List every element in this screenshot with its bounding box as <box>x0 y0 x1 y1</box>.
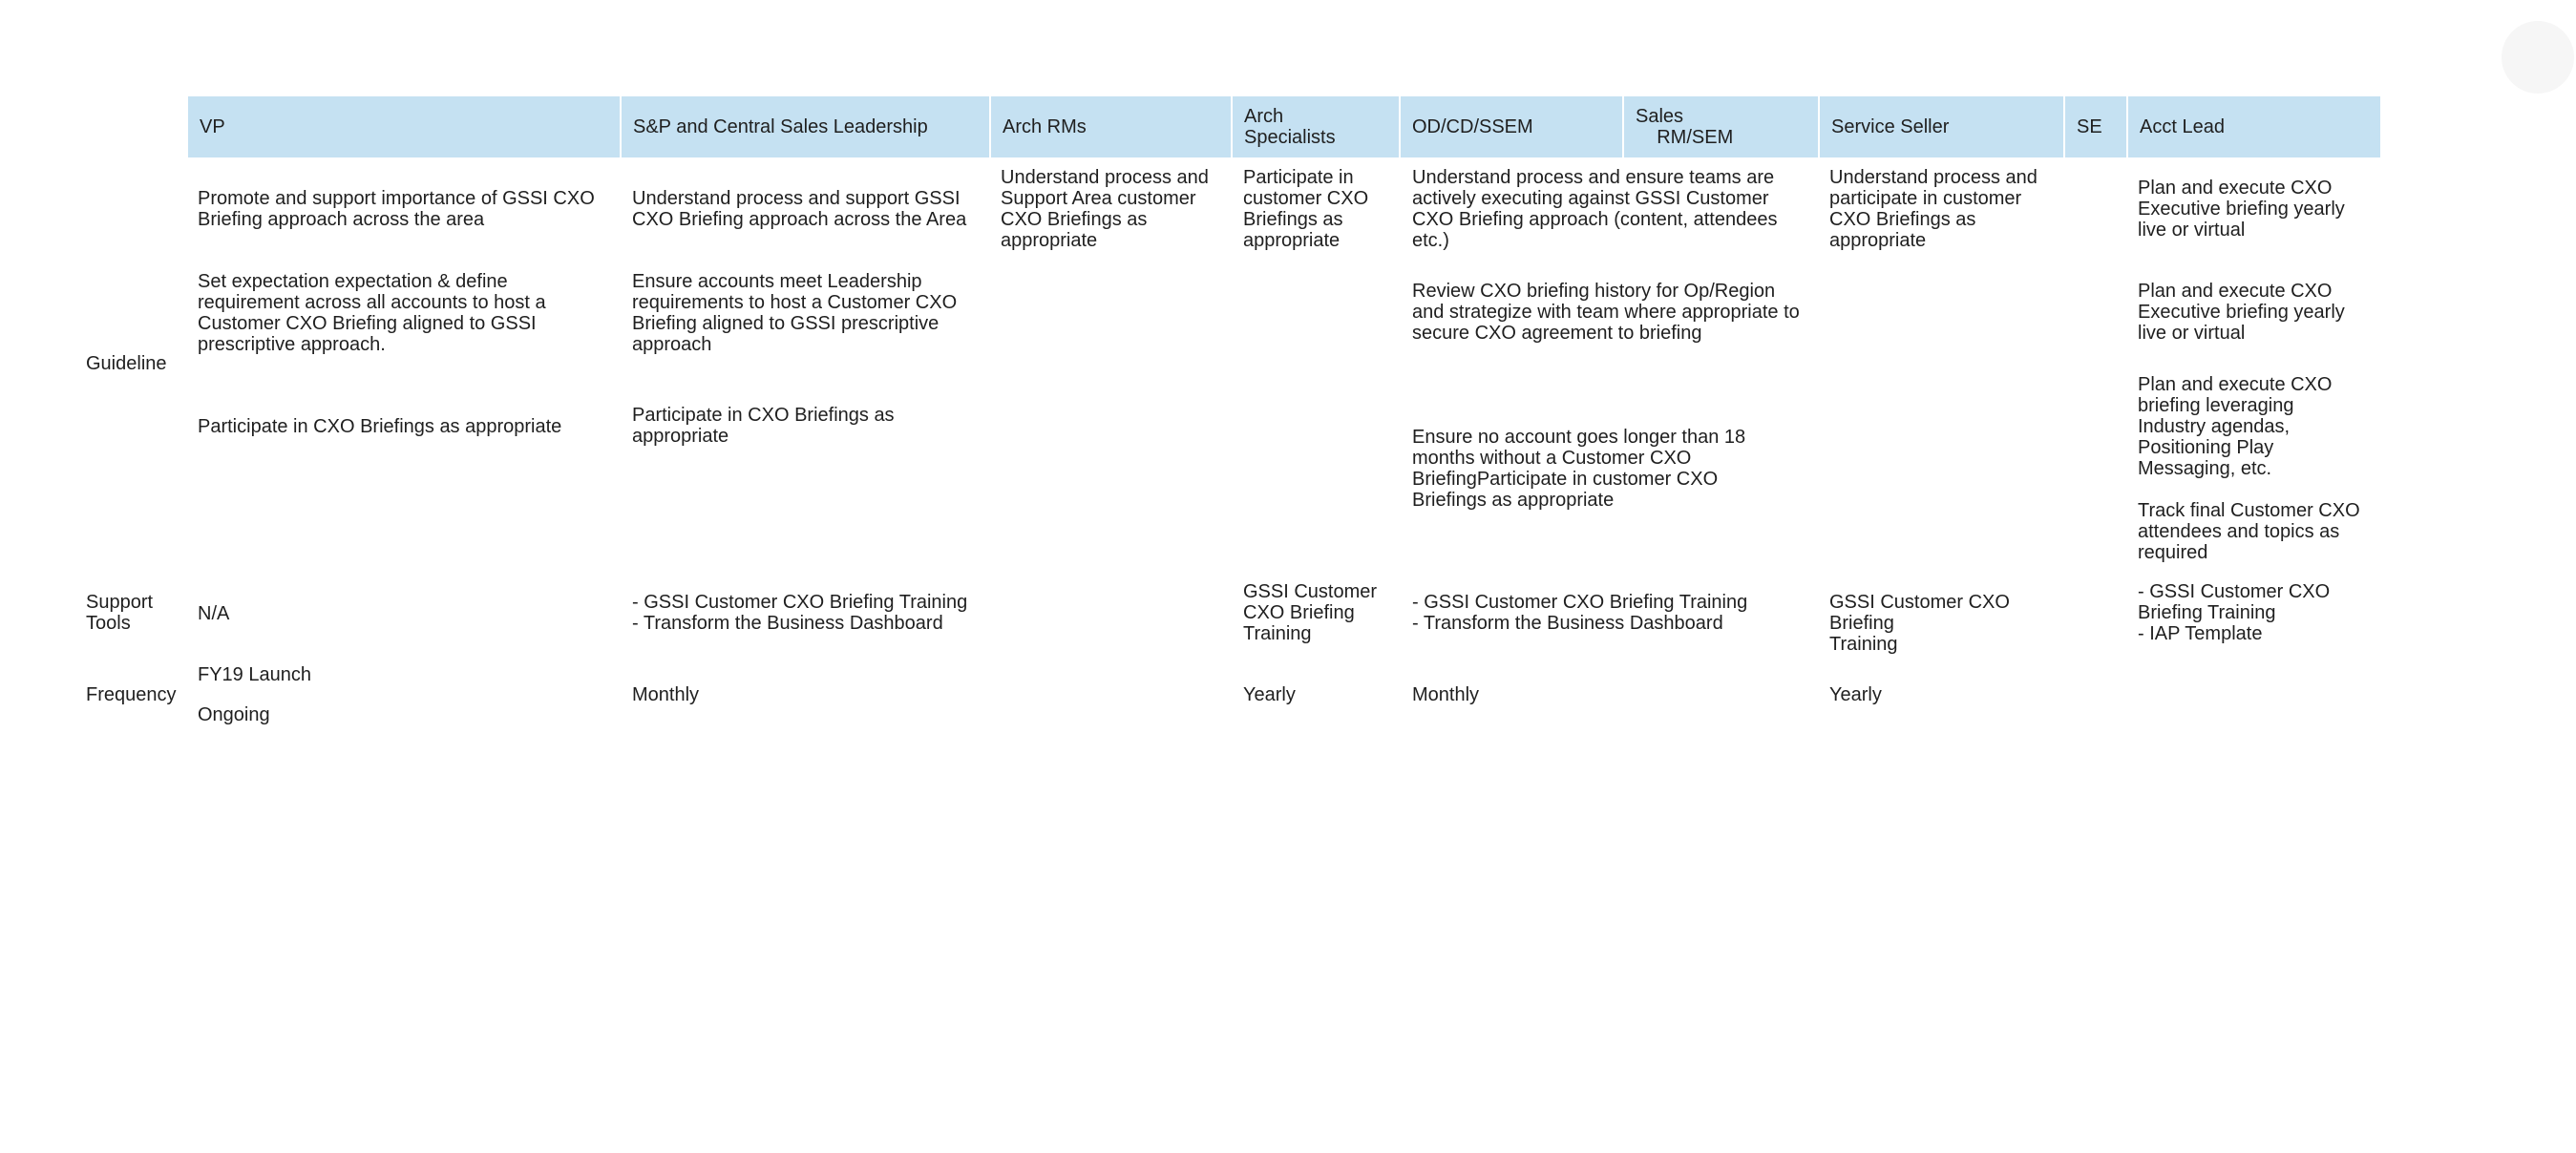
support-arch-specialists: GSSI Customer CXO Briefing Training <box>1243 581 1378 644</box>
guideline-od-2: Review CXO briefing history for Op/Region and strategize with team where appropriate to secure CXO agreement to briefing <box>1412 281 1800 344</box>
guideline-vp-3: Participate in CXO Briefings as appropriate <box>198 416 562 437</box>
guideline-acct-4: Track final Customer CXO attendees and topics as required <box>2138 500 2360 563</box>
support-service-seller: GSSI Customer CXO Briefing Training <box>1829 592 2010 655</box>
guideline-vp-2: Set expectation expectation & define requirement across all accounts to host a Customer CXO Briefing aligned to GSSI prescriptive approach. <box>198 271 546 355</box>
guideline-vp-1: Promote and support importance of GSSI CXO Briefing approach across the area <box>198 188 595 230</box>
frequency-vp-ongoing: Ongoing <box>198 704 270 725</box>
header-vp: VP <box>188 96 620 157</box>
header-arch-rms: Arch RMs <box>991 96 1231 157</box>
frequency-arch-specialists: Yearly <box>1243 684 1296 705</box>
guideline-od-1: Understand process and ensure teams are actively executing against GSSI Customer CXO Briefing approach (content, attendees etc.) <box>1412 167 1778 251</box>
support-sp: - GSSI Customer CXO Briefing Training - Transform the Business Dashboard <box>632 592 968 634</box>
guideline-acct-2: Plan and execute CXO Executive briefing yearly live or virtual <box>2138 281 2345 344</box>
row-label-guideline: Guideline <box>86 353 167 374</box>
support-acct-lead: - GSSI Customer CXO Briefing Training - IAP Template <box>2138 581 2331 644</box>
frequency-od: Monthly <box>1412 684 1480 705</box>
corner-circle-decoration <box>2502 21 2574 94</box>
frequency-service-seller: Yearly <box>1829 684 1882 705</box>
header-sales-rm-sem: Sales RM/SEM <box>1624 96 1818 157</box>
support-vp: N/A <box>198 603 230 624</box>
guideline-sp-3: Participate in CXO Briefings as appropriate <box>632 405 895 447</box>
guideline-sp-1: Understand process and support GSSI CXO Briefing approach across the Area <box>632 188 967 230</box>
header-service-seller: Service Seller <box>1820 96 2063 157</box>
guideline-od-3: Ensure no account goes longer than 18 months without a Customer CXO BriefingParticipate in customer CXO Briefings as appropriate <box>1412 427 1746 511</box>
frequency-sp: Monthly <box>632 684 700 705</box>
header-sp-central-sales: S&P and Central Sales Leadership <box>622 96 989 157</box>
row-label-support-tools: Support Tools <box>86 592 154 634</box>
guideline-arch-rms: Understand process and Support Area customer CXO Briefings as appropriate <box>1001 167 1209 251</box>
guideline-service-seller: Understand process and participate in customer CXO Briefings as appropriate <box>1829 167 2038 251</box>
header-se: SE <box>2065 96 2126 157</box>
guideline-sp-2: Ensure accounts meet Leadership requirements to host a Customer CXO Briefing aligned to GSSI prescriptive approach <box>632 271 958 355</box>
support-od: - GSSI Customer CXO Briefing Training - Transform the Business Dashboard <box>1412 592 1748 634</box>
frequency-vp-launch: FY19 Launch <box>198 664 311 685</box>
header-od-cd-ssem: OD/CD/SSEM <box>1401 96 1622 157</box>
header-arch-specialists: Arch Specialists <box>1233 96 1399 157</box>
guideline-acct-1: Plan and execute CXO Executive briefing yearly live or virtual <box>2138 178 2345 241</box>
guideline-acct-3: Plan and execute CXO briefing leveraging Industry agendas, Positioning Play Messaging, etc. <box>2138 374 2333 479</box>
guideline-arch-specialists: Participate in customer CXO Briefings as appropriate <box>1243 167 1369 251</box>
header-acct-lead: Acct Lead <box>2128 96 2380 157</box>
row-label-frequency: Frequency <box>86 684 177 705</box>
